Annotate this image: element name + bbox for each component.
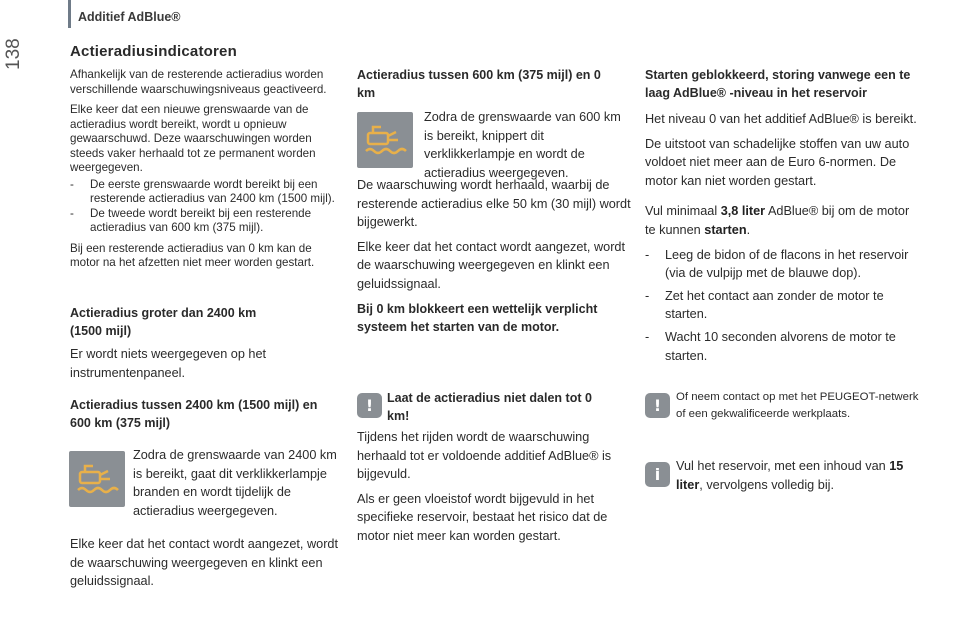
list-item: - De tweede wordt bereikt bij een resterende actieradius van 600 km (375 mijl). [70,207,340,236]
list-item: - Wacht 10 seconden alvorens de motor te starten. [645,328,920,365]
paragraph: Elke keer dat een nieuwe grenswaarde van de actieradius wordt bereikt, wordt u opnieuw gewaarschuwd. Deze waarschuwingen worden steeds vaker herhaald tot ze permanent worden weergegeven. [70,103,316,174]
paragraph: De uitstoot van schadelijke stoffen van uw auto voldoet niet meer aan de Euro 6-normen. De motor kan niet worden gestart. [645,136,910,188]
subheading: Actieradius tussen 2400 km (1500 mijl) en 600 km (375 mijl) [70,398,318,431]
intro-text: Afhankelijk van de resterende actieradius worden verschillende waarschuwingsniveaus geactiveerd. [70,68,327,96]
lamp-description [424,108,624,182]
text: AdBlue® bij om de motor te kunnen [645,204,910,237]
blocking-note: Bij 0 km blokkeert een wettelijk verplicht systeem het starten van de motor. [357,301,598,334]
paragraph: Zodra de grenswaarde van 2400 km is bereikt, gaat dit verklikkerlampje branden en wordt tijdelijk de actieradius weergegeven. [133,448,337,518]
column-2-lower [357,176,632,336]
warning-icon: ! [357,393,382,418]
paragraph: Bij een resterende actieradius van 0 km kan de motor na het afzetten niet meer worden gestart. [70,241,315,269]
threshold-list [70,178,340,236]
subheading: Actieradius groter dan 2400 km (1500 mijl) [70,306,257,338]
column-3 [645,66,920,371]
header-bar [68,0,71,28]
info-note [676,457,926,494]
paragraph [676,457,926,494]
subheading: Starten geblokkeerd, storing vanwege een te laag AdBlue® -niveau in het reservoir [645,68,911,100]
text: Vul minimaal [645,204,721,219]
adblue-warning-lamp-icon [357,112,413,168]
text: Vul het reservoir, met een inhoud van [676,459,890,473]
info-icon: i [645,462,670,487]
paragraph: Als er geen vloeistof wordt bijgevuld in het specifieke reservoir, bestaat het risico dat de motor niet meer kan worden gestart. [357,491,608,543]
column-2 [357,66,627,102]
refill-instruction [645,202,920,239]
subheading: Actieradius tussen 600 km (375 mijl) en 0 km [357,68,601,100]
warning-title: Laat de actieradius niet dalen tot 0 km! [387,391,592,423]
warning-icon: ! [645,393,670,418]
list-item: - Zet het contact aan zonder de motor te starten. [645,287,920,324]
text: starten [704,222,747,237]
paragraph: Elke keer dat het contact wordt aangezet, wordt de waarschuwing weergegeven en klinkt een geluidssignaal. [70,537,338,589]
column-1-bottom [70,535,345,597]
text: , vervolgens volledig bij. [699,477,834,492]
paragraph: Tijdens het rijden wordt de waarschuwing herhaald tot er voldoende additief AdBlue® is bijgevuld. [357,430,612,482]
paragraph: Er wordt niets weergegeven op het instrumentenpaneel. [70,347,267,380]
warning-body [357,428,632,552]
text: . [746,222,751,237]
paragraph: Elke keer dat het contact wordt aangezet, wordt de waarschuwing weergegeven en klinkt een geluidssignaal. [357,239,625,291]
warning-box [387,389,617,425]
column-1 [70,68,340,277]
paragraph: Zodra de grenswaarde van 600 km is bereikt, knippert dit verklikkerlampje en wordt de actieradius weergegeven. [424,110,621,180]
dealer-note [676,389,926,422]
text: 15 liter [676,459,904,492]
paragraph: De waarschuwing wordt herhaald, waarbij de resterende actieradius elke 50 km (30 mijl) wordt bijgewerkt. [357,178,631,230]
list-item: - Leeg de bidon of de flacons in het reservoir (via de vulpijp met de blauwe dop). [645,246,920,283]
section-title: Actieradiusindicatoren [70,43,237,60]
paragraph: Of neem contact op met het PEUGEOT-netwerk of een gekwalificeerde werkplaats. [676,391,919,420]
page-number: 138 [3,38,24,70]
paragraph: Het niveau 0 van het additief AdBlue® is bereikt. [645,112,917,126]
column-1-lower [70,304,340,432]
text: 3,8 liter [720,204,766,219]
adblue-warning-lamp-icon [69,451,125,507]
list-item: - De eerste grenswaarde wordt bereikt bij een resterende actieradius van 2400 km (1500 mijl). [70,178,340,207]
header-title: Additief AdBlue® [78,10,181,24]
steps-list [645,246,920,366]
lamp-description [133,446,343,520]
